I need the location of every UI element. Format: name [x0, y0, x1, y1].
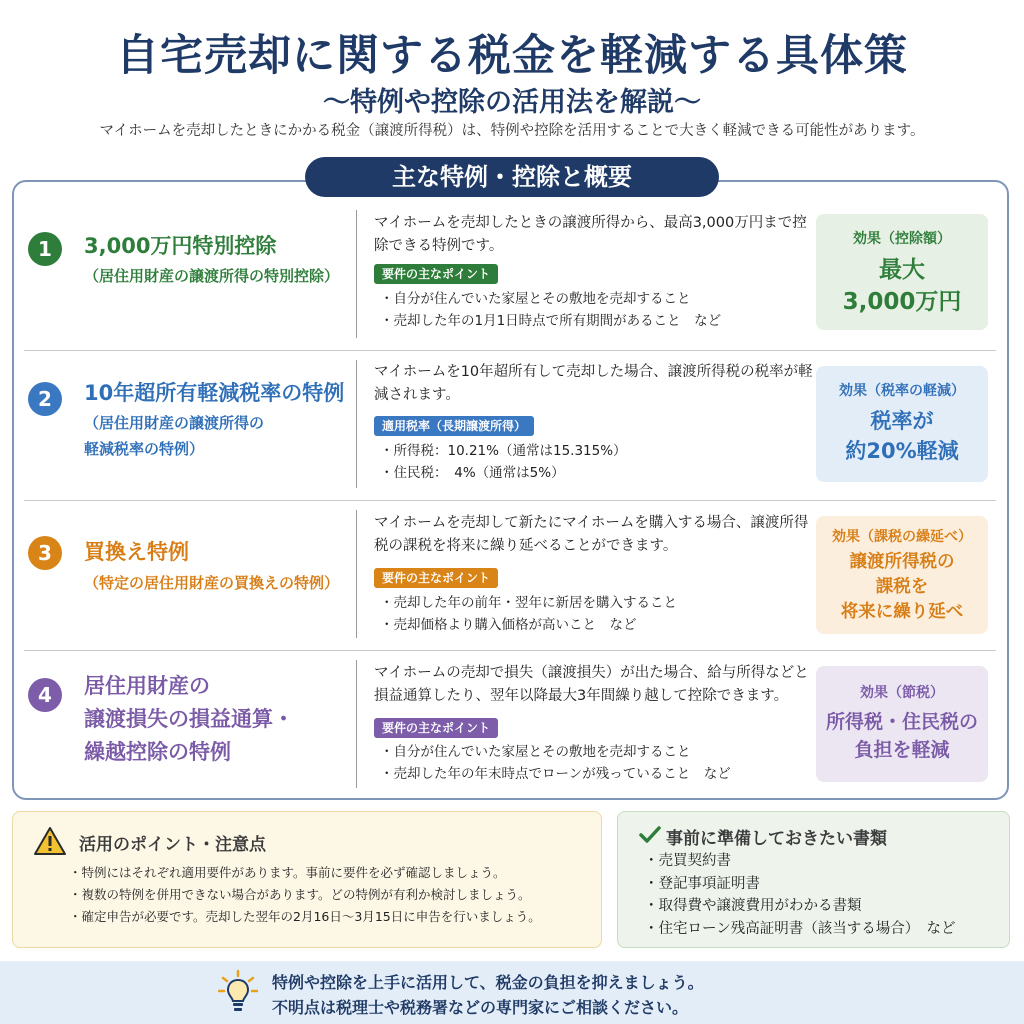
list-item: ・自分が住んでいた家屋とその敷地を売却すること	[380, 291, 691, 307]
footer-line-1: 特例や控除を上手に活用して、税金の負担を抑えましょう。	[272, 973, 704, 992]
provision-row-3	[24, 500, 996, 650]
divider-line	[356, 660, 357, 788]
provision-subheading: （居住用財産の譲渡所得の特別控除）	[84, 267, 340, 285]
documents-title: 事前に準備しておきたい書類	[666, 829, 887, 849]
requirement-tag: 適用税率（長期譲渡所得）	[374, 416, 534, 436]
provision-row-1	[24, 200, 996, 350]
check-icon	[638, 824, 662, 846]
effect-box	[816, 666, 988, 782]
effect-label: 効果（節税）	[860, 685, 944, 701]
divider-line	[356, 210, 357, 338]
provision-description: マイホームを10年超所有して売却した場合、譲渡所得税の税率が軽減されます。	[374, 364, 813, 403]
requirement-tag: 要件の主なポイント	[374, 264, 498, 284]
list-item: ・確定申告が必要です。売却した翌年の2月16日〜3月15日に申告を行いましょう。	[69, 909, 541, 924]
list-item: ・売却した年の前年・翌年に新居を購入すること	[380, 595, 677, 611]
effect-label: 効果（課税の繰延べ）	[832, 529, 972, 545]
list-item: ・自分が住んでいた家屋とその敷地を売却すること	[380, 744, 691, 760]
effect-box	[816, 516, 988, 634]
number-badge: 4	[28, 678, 62, 712]
list-item: ・特例にはそれぞれ適用要件があります。事前に要件を必ず確認しましょう。	[69, 865, 506, 880]
number-badge: 1	[28, 232, 62, 266]
provision-subheading: （居住用財産の譲渡所得の 軽減税率の特例）	[84, 414, 265, 458]
list-item: ・売買契約書	[644, 853, 731, 869]
page-subtitle: 〜特例や控除の活用法を解説〜	[323, 87, 701, 118]
number-badge: 2	[28, 382, 62, 416]
effect-value: 譲渡所得税の 課税を 将来に繰り延べ	[840, 552, 964, 622]
effect-value: 最大 3,000万円	[842, 257, 962, 315]
intro-text: マイホームを売却したときにかかる税金（譲渡所得税）は、特例や控除を活用することで大きく軽減できる可能性があります。	[99, 123, 925, 139]
section-title: 主な特例・控除と概要	[305, 157, 719, 197]
list-item: ・売却した年の1月1日時点で所有期間があること など	[380, 313, 722, 329]
provision-description: マイホームの売却で損失（譲渡損失）が出た場合、給与所得などと損益通算したり、翌年以降最大3年間繰り越して控除できます。	[374, 665, 809, 704]
provision-heading: 買換え特例	[84, 540, 189, 564]
list-item: ・売却した年の年末時点でローンが残っていること など	[380, 766, 731, 782]
list-item: ・住宅ローン残高証明書（該当する場合） など	[644, 920, 956, 937]
provision-description: マイホームを売却したときの譲渡所得から、最高3,000万円まで控除できる特例です。	[374, 215, 807, 254]
requirement-tag: 要件の主なポイント	[374, 568, 498, 588]
footer-banner	[0, 961, 1024, 1024]
number-badge: 3	[28, 536, 62, 570]
footer-line-2: 不明点は税理士や税務署などの専門家にご相談ください。	[272, 998, 689, 1017]
tips-box	[12, 811, 602, 948]
provision-description: マイホームを売却して新たにマイホームを購入する場合、譲渡所得税の課税を将来に繰り延べることができます。	[374, 515, 809, 554]
list-item: ・売却価格より購入価格が高いこと など	[380, 617, 637, 633]
list-item: ・住民税： 4%（通常は5%）	[380, 465, 565, 481]
provision-subheading: （特定の居住用財産の買換えの特例）	[84, 574, 340, 592]
effect-label: 効果（控除額）	[853, 231, 951, 247]
provision-heading: 3,000万円特別控除	[84, 234, 277, 258]
effect-value: 税率が 約20%軽減	[845, 409, 959, 463]
divider-line	[356, 360, 357, 488]
provision-heading: 居住用財産の 譲渡損失の損益通算・ 繰越控除の特例	[84, 674, 294, 764]
divider-line	[356, 510, 357, 638]
provision-row-4	[24, 650, 996, 800]
warning-icon	[33, 826, 67, 856]
tips-title: 活用のポイント・注意点	[79, 835, 266, 855]
requirement-tag: 要件の主なポイント	[374, 718, 498, 738]
documents-box	[617, 811, 1010, 948]
effect-box	[816, 366, 988, 482]
effect-value: 所得税・住民税の 負担を軽減	[825, 711, 978, 761]
list-item: ・複数の特例を併用できない場合があります。どの特例が有利か検討しましょう。	[69, 887, 531, 902]
list-item: ・取得費や譲渡費用がわかる書類	[644, 898, 862, 914]
provision-heading: 10年超所有軽減税率の特例	[84, 381, 345, 405]
list-item: ・所得税：10.21%（通常は15.315%）	[380, 443, 627, 459]
page-title: 自宅売却に関する税金を軽減する具体策	[116, 31, 908, 81]
effect-label: 効果（税率の軽減）	[839, 383, 965, 399]
lightbulb-icon	[218, 969, 258, 1017]
provision-row-2	[24, 350, 996, 500]
effect-box	[816, 214, 988, 330]
list-item: ・登記事項証明書	[644, 875, 760, 892]
